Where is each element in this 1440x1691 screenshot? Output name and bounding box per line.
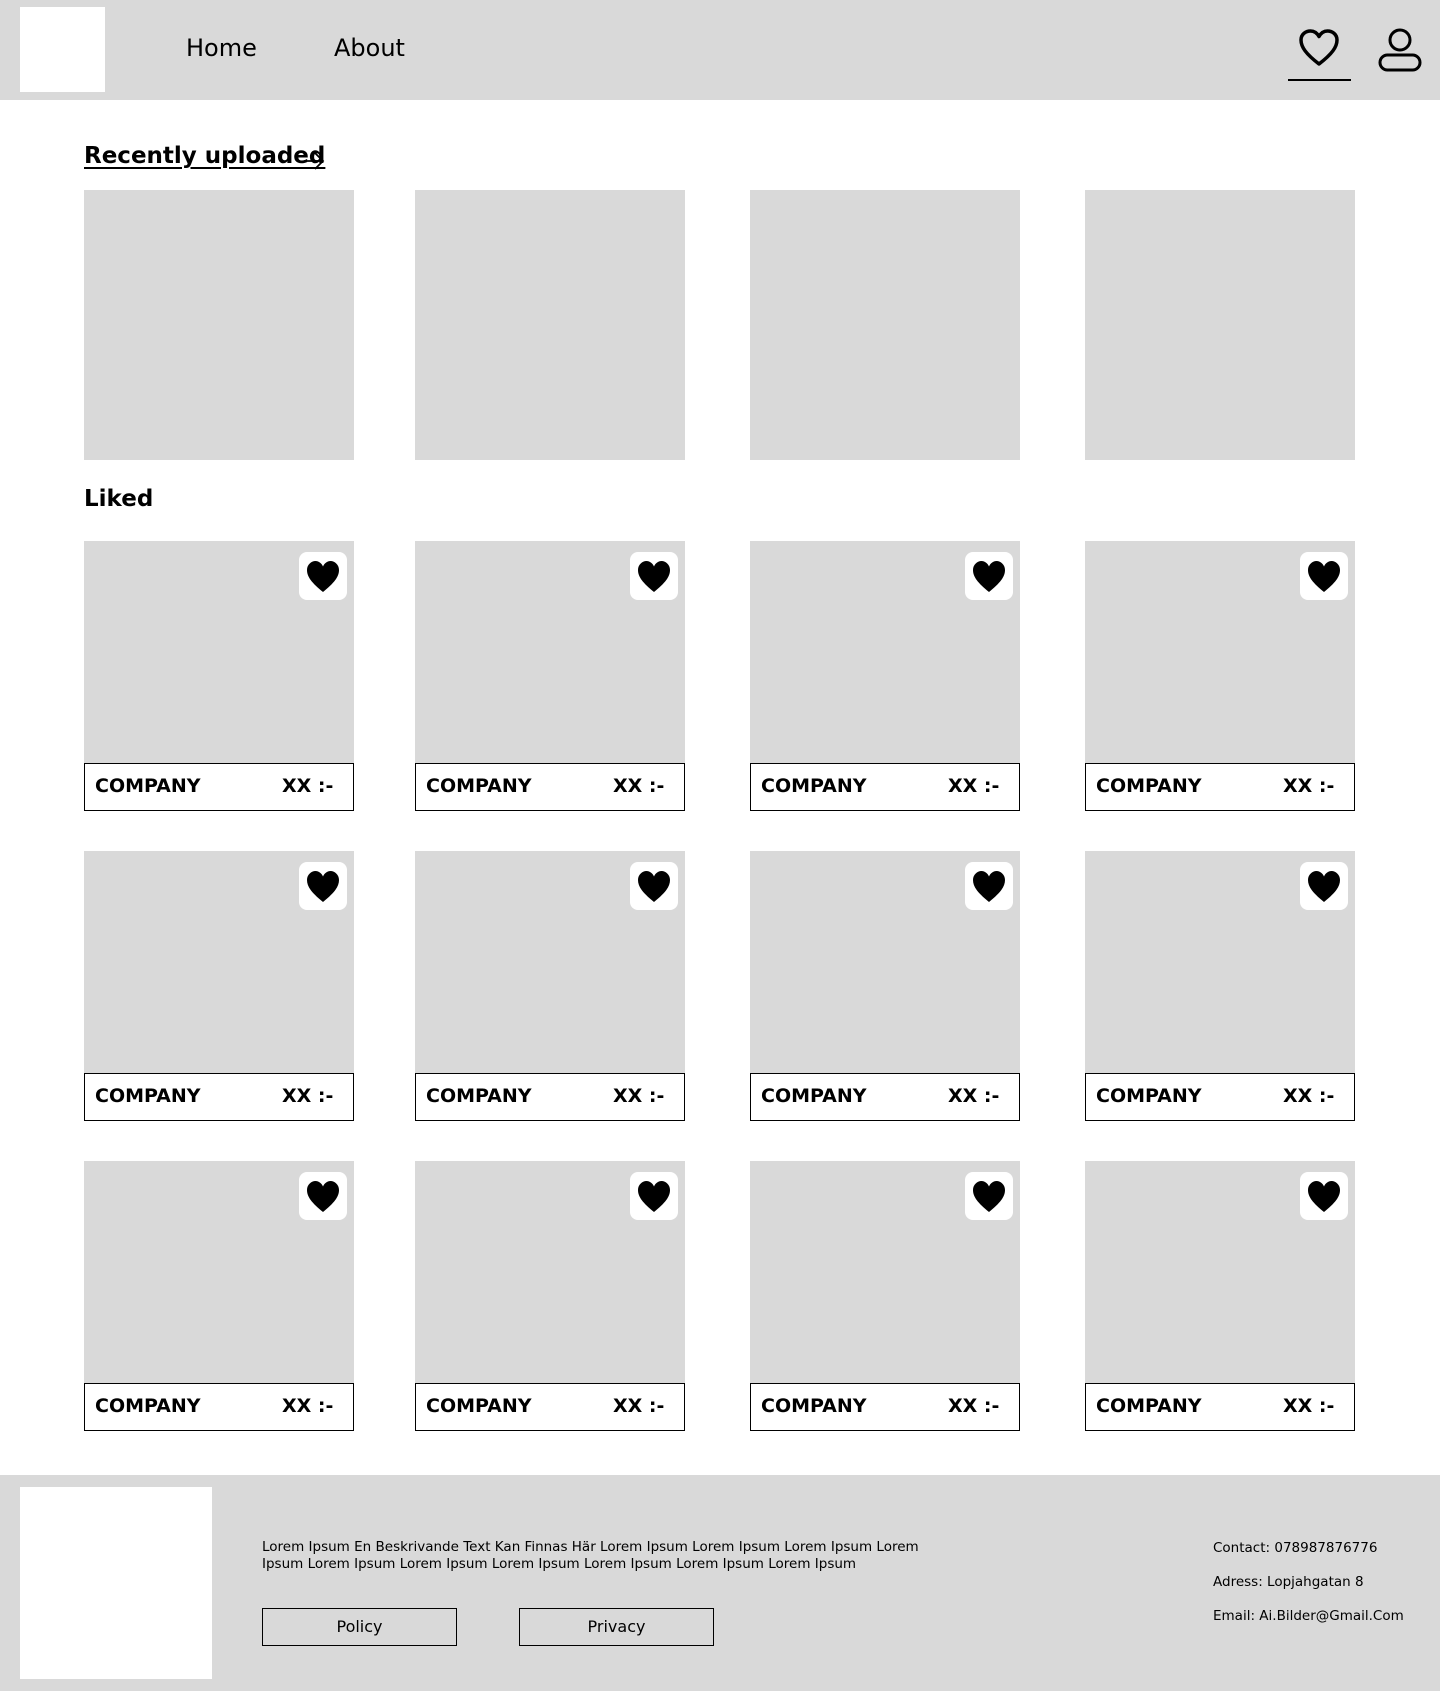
liked-card[interactable] bbox=[1085, 1161, 1355, 1431]
heart-outline-icon bbox=[1298, 28, 1340, 68]
card-info-bar bbox=[84, 763, 354, 811]
card-info-bar bbox=[84, 1073, 354, 1121]
card-company-name: COMPANY bbox=[761, 1085, 867, 1107]
heart-filled-icon bbox=[1306, 1179, 1342, 1214]
like-button[interactable] bbox=[1300, 552, 1348, 600]
heart-filled-icon bbox=[971, 1179, 1007, 1214]
heart-filled-icon bbox=[636, 559, 672, 594]
like-button[interactable] bbox=[299, 552, 347, 600]
heart-filled-icon bbox=[636, 869, 672, 904]
contact-address: Adress: Lopjahgatan 8 bbox=[1213, 1574, 1364, 1590]
card-company-name: COMPANY bbox=[761, 775, 867, 797]
logo[interactable] bbox=[20, 7, 105, 92]
liked-card[interactable] bbox=[750, 541, 1020, 811]
like-button[interactable] bbox=[630, 862, 678, 910]
heart-filled-icon bbox=[305, 1179, 341, 1214]
card-company-name: COMPANY bbox=[1096, 1085, 1202, 1107]
heart-filled-icon bbox=[305, 869, 341, 904]
card-info-bar bbox=[750, 1383, 1020, 1431]
recent-image-tile[interactable] bbox=[84, 190, 354, 460]
card-price: XX :- bbox=[282, 1085, 334, 1107]
card-info-bar bbox=[415, 1073, 685, 1121]
card-company-name: COMPANY bbox=[1096, 1395, 1202, 1417]
liked-card[interactable] bbox=[750, 851, 1020, 1121]
card-info-bar bbox=[1085, 763, 1355, 811]
recent-image-tile[interactable] bbox=[750, 190, 1020, 460]
card-info-bar bbox=[1085, 1383, 1355, 1431]
footer-description: Lorem Ipsum En Beskrivande Text Kan Finnas Här Lorem Ipsum Lorem Ipsum Lorem Ipsum Lorem Ipsum Lorem Ipsum Lorem Ipsum Lorem Ipsum Lorem Ipsum Lorem Ipsum Lorem Ipsum bbox=[262, 1539, 919, 1572]
liked-card[interactable] bbox=[415, 1161, 685, 1431]
card-company-name: COMPANY bbox=[426, 775, 532, 797]
liked-card[interactable] bbox=[1085, 541, 1355, 811]
card-info-bar bbox=[1085, 1073, 1355, 1121]
recently-uploaded-title[interactable]: Recently uploaded bbox=[84, 143, 326, 169]
card-company-name: COMPANY bbox=[95, 1395, 201, 1417]
card-info-bar bbox=[415, 1383, 685, 1431]
recent-image-tile[interactable] bbox=[415, 190, 685, 460]
card-price: XX :- bbox=[948, 775, 1000, 797]
liked-title: Liked bbox=[84, 486, 154, 512]
like-button[interactable] bbox=[1300, 862, 1348, 910]
arrow-right-icon[interactable] bbox=[303, 151, 325, 171]
liked-card[interactable] bbox=[84, 541, 354, 811]
card-company-name: COMPANY bbox=[95, 1085, 201, 1107]
card-price: XX :- bbox=[948, 1085, 1000, 1107]
heart-filled-icon bbox=[636, 1179, 672, 1214]
liked-card[interactable] bbox=[415, 851, 685, 1121]
card-info-bar bbox=[750, 1073, 1020, 1121]
like-button[interactable] bbox=[630, 1172, 678, 1220]
card-company-name: COMPANY bbox=[95, 775, 201, 797]
liked-card[interactable] bbox=[84, 851, 354, 1121]
card-info-bar bbox=[84, 1383, 354, 1431]
liked-card[interactable] bbox=[1085, 851, 1355, 1121]
like-button[interactable] bbox=[1300, 1172, 1348, 1220]
liked-card[interactable] bbox=[415, 541, 685, 811]
card-info-bar bbox=[415, 763, 685, 811]
heart-filled-icon bbox=[1306, 559, 1342, 594]
like-button[interactable] bbox=[630, 552, 678, 600]
liked-card[interactable] bbox=[750, 1161, 1020, 1431]
card-price: XX :- bbox=[613, 1085, 665, 1107]
card-company-name: COMPANY bbox=[426, 1395, 532, 1417]
like-button[interactable] bbox=[965, 862, 1013, 910]
policy-button[interactable]: Policy bbox=[262, 1608, 457, 1646]
card-price: XX :- bbox=[1283, 1395, 1335, 1417]
nav-home-link[interactable]: Home bbox=[186, 34, 257, 62]
privacy-button[interactable]: Privacy bbox=[519, 1608, 714, 1646]
heart-filled-icon bbox=[971, 869, 1007, 904]
like-button[interactable] bbox=[965, 552, 1013, 600]
card-price: XX :- bbox=[948, 1395, 1000, 1417]
footer bbox=[0, 1475, 1440, 1691]
favorites-button[interactable] bbox=[1288, 26, 1351, 81]
header bbox=[0, 0, 1440, 100]
card-info-bar bbox=[750, 763, 1020, 811]
contact-phone: Contact: 078987876776 bbox=[1213, 1540, 1378, 1556]
contact-email[interactable]: Email: Ai.Bilder@Gmail.Com bbox=[1213, 1608, 1404, 1624]
user-account-button[interactable] bbox=[1376, 26, 1424, 74]
heart-filled-icon bbox=[971, 559, 1007, 594]
like-button[interactable] bbox=[965, 1172, 1013, 1220]
card-company-name: COMPANY bbox=[1096, 775, 1202, 797]
card-company-name: COMPANY bbox=[761, 1395, 867, 1417]
like-button[interactable] bbox=[299, 1172, 347, 1220]
card-price: XX :- bbox=[282, 775, 334, 797]
card-company-name: COMPANY bbox=[426, 1085, 532, 1107]
footer-logo bbox=[20, 1487, 212, 1679]
card-price: XX :- bbox=[1283, 775, 1335, 797]
card-price: XX :- bbox=[282, 1395, 334, 1417]
card-price: XX :- bbox=[613, 1395, 665, 1417]
card-price: XX :- bbox=[1283, 1085, 1335, 1107]
heart-filled-icon bbox=[305, 559, 341, 594]
user-icon bbox=[1376, 26, 1424, 74]
recent-image-tile[interactable] bbox=[1085, 190, 1355, 460]
heart-filled-icon bbox=[1306, 869, 1342, 904]
liked-card[interactable] bbox=[84, 1161, 354, 1431]
card-price: XX :- bbox=[613, 775, 665, 797]
like-button[interactable] bbox=[299, 862, 347, 910]
nav-about-link[interactable]: About bbox=[334, 34, 405, 62]
